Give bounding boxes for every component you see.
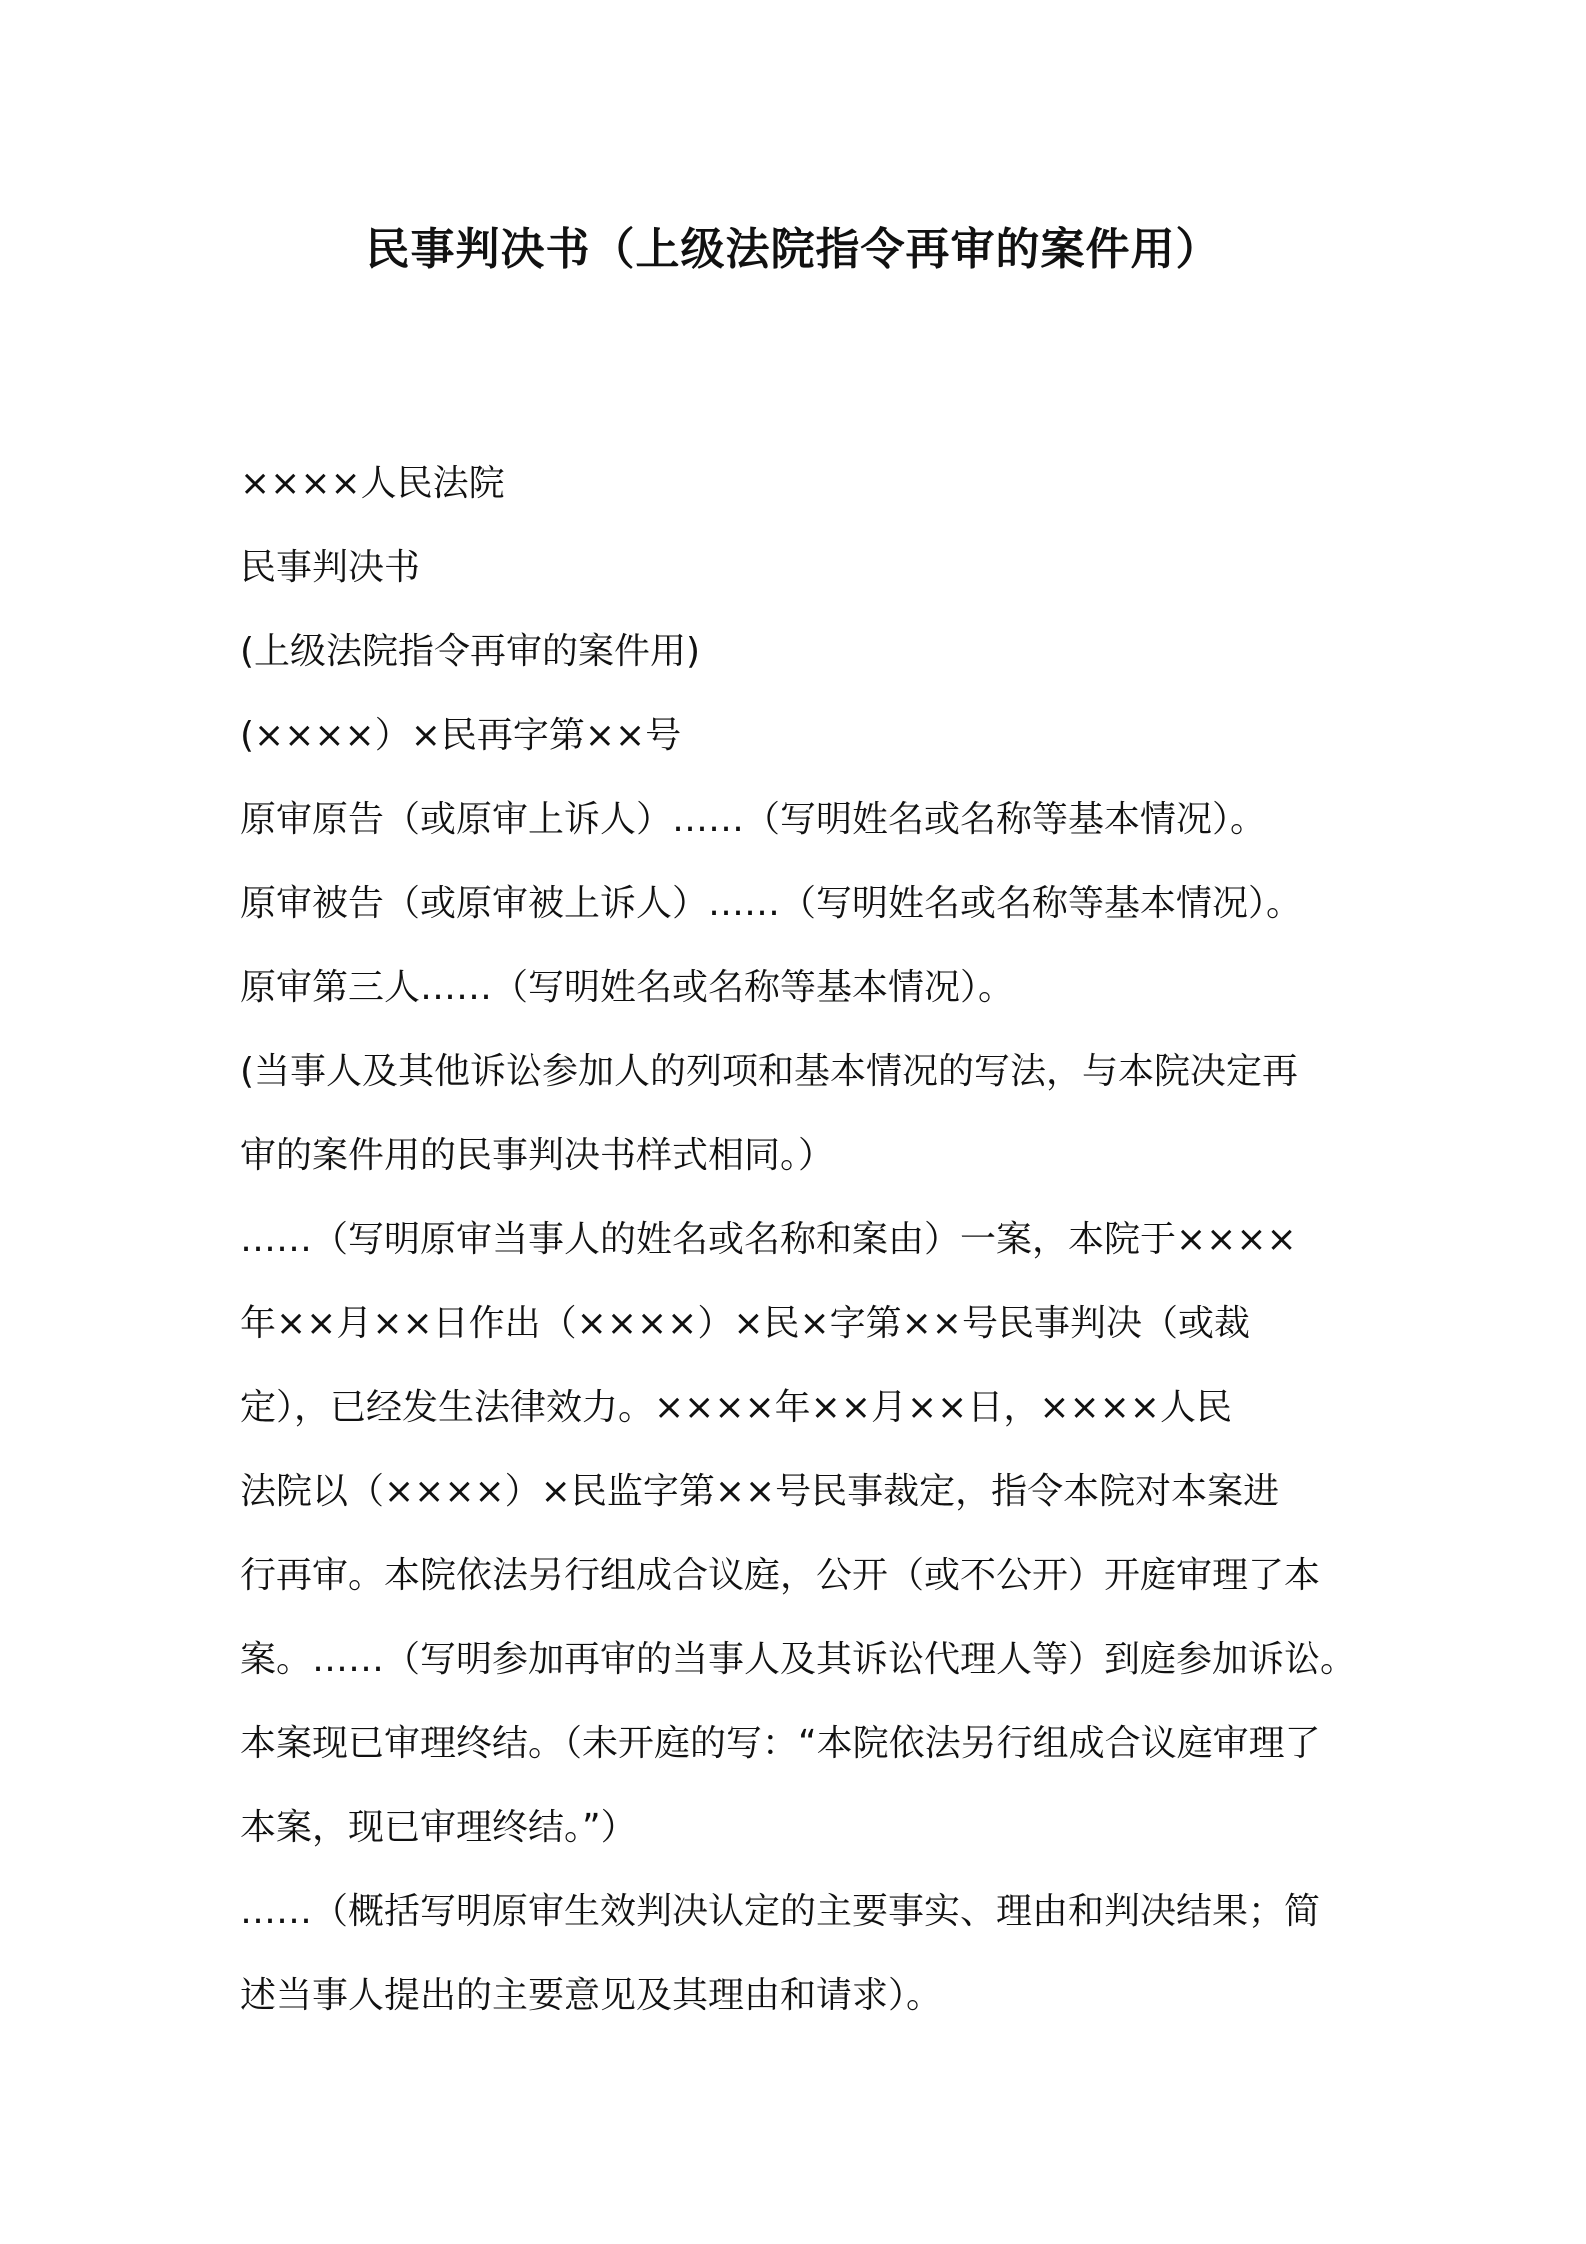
- body-line: ……（写明原审当事人的姓名或名称和案由）一案，本院于××××: [240, 1219, 1297, 1260]
- party-original-defendant: 原审被告（或原审被上诉人）……（写明姓名或名称等基本情况）。: [240, 883, 1303, 924]
- document-title: 民事判决书（上级法院指令再审的案件用）: [365, 224, 1221, 275]
- party-third-party: 原审第三人……（写明姓名或名称等基本情况）。: [240, 967, 1015, 1008]
- case-number: (××××）×民再字第××号: [240, 715, 682, 756]
- body-line: 述当事人提出的主要意见及其理由和请求）。: [240, 1975, 943, 2016]
- body-line: 定），已经发生法律效力。××××年××月××日，××××人民: [240, 1387, 1232, 1428]
- body-line: (当事人及其他诉讼参加人的列项和基本情况的写法，与本院决定再: [240, 1051, 1299, 1092]
- body-line: 审的案件用的民事判决书样式相同。）: [240, 1135, 835, 1176]
- document-subtype: (上级法院指令再审的案件用): [240, 631, 701, 672]
- body-line: 本案现已审理终结。（未开庭的写：“本院依法另行组成合议庭审理了: [240, 1723, 1321, 1764]
- body-line: 法院以（××××）×民监字第××号民事裁定，指令本院对本案进: [240, 1471, 1280, 1512]
- body-line: 本案，现已审理终结。”）: [240, 1807, 637, 1848]
- document-type: 民事判决书: [240, 547, 421, 588]
- body-line: 年××月××日作出（××××）×民×字第××号民事判决（或裁: [240, 1303, 1250, 1344]
- document-body: [240, 442, 1357, 2038]
- party-original-plaintiff: 原审原告（或原审上诉人）……（写明姓名或名称等基本情况）。: [240, 799, 1267, 840]
- body-line: 案。……（写明参加再审的当事人及其诉讼代理人等）到庭参加诉讼。: [240, 1639, 1357, 1680]
- court-name: ××××人民法院: [240, 463, 505, 504]
- body-line: 行再审。本院依法另行组成合议庭，公开（或不公开）开庭审理了本: [240, 1555, 1321, 1596]
- body-line: ……（概括写明原审生效判决认定的主要事实、理由和判决结果；简: [240, 1891, 1321, 1932]
